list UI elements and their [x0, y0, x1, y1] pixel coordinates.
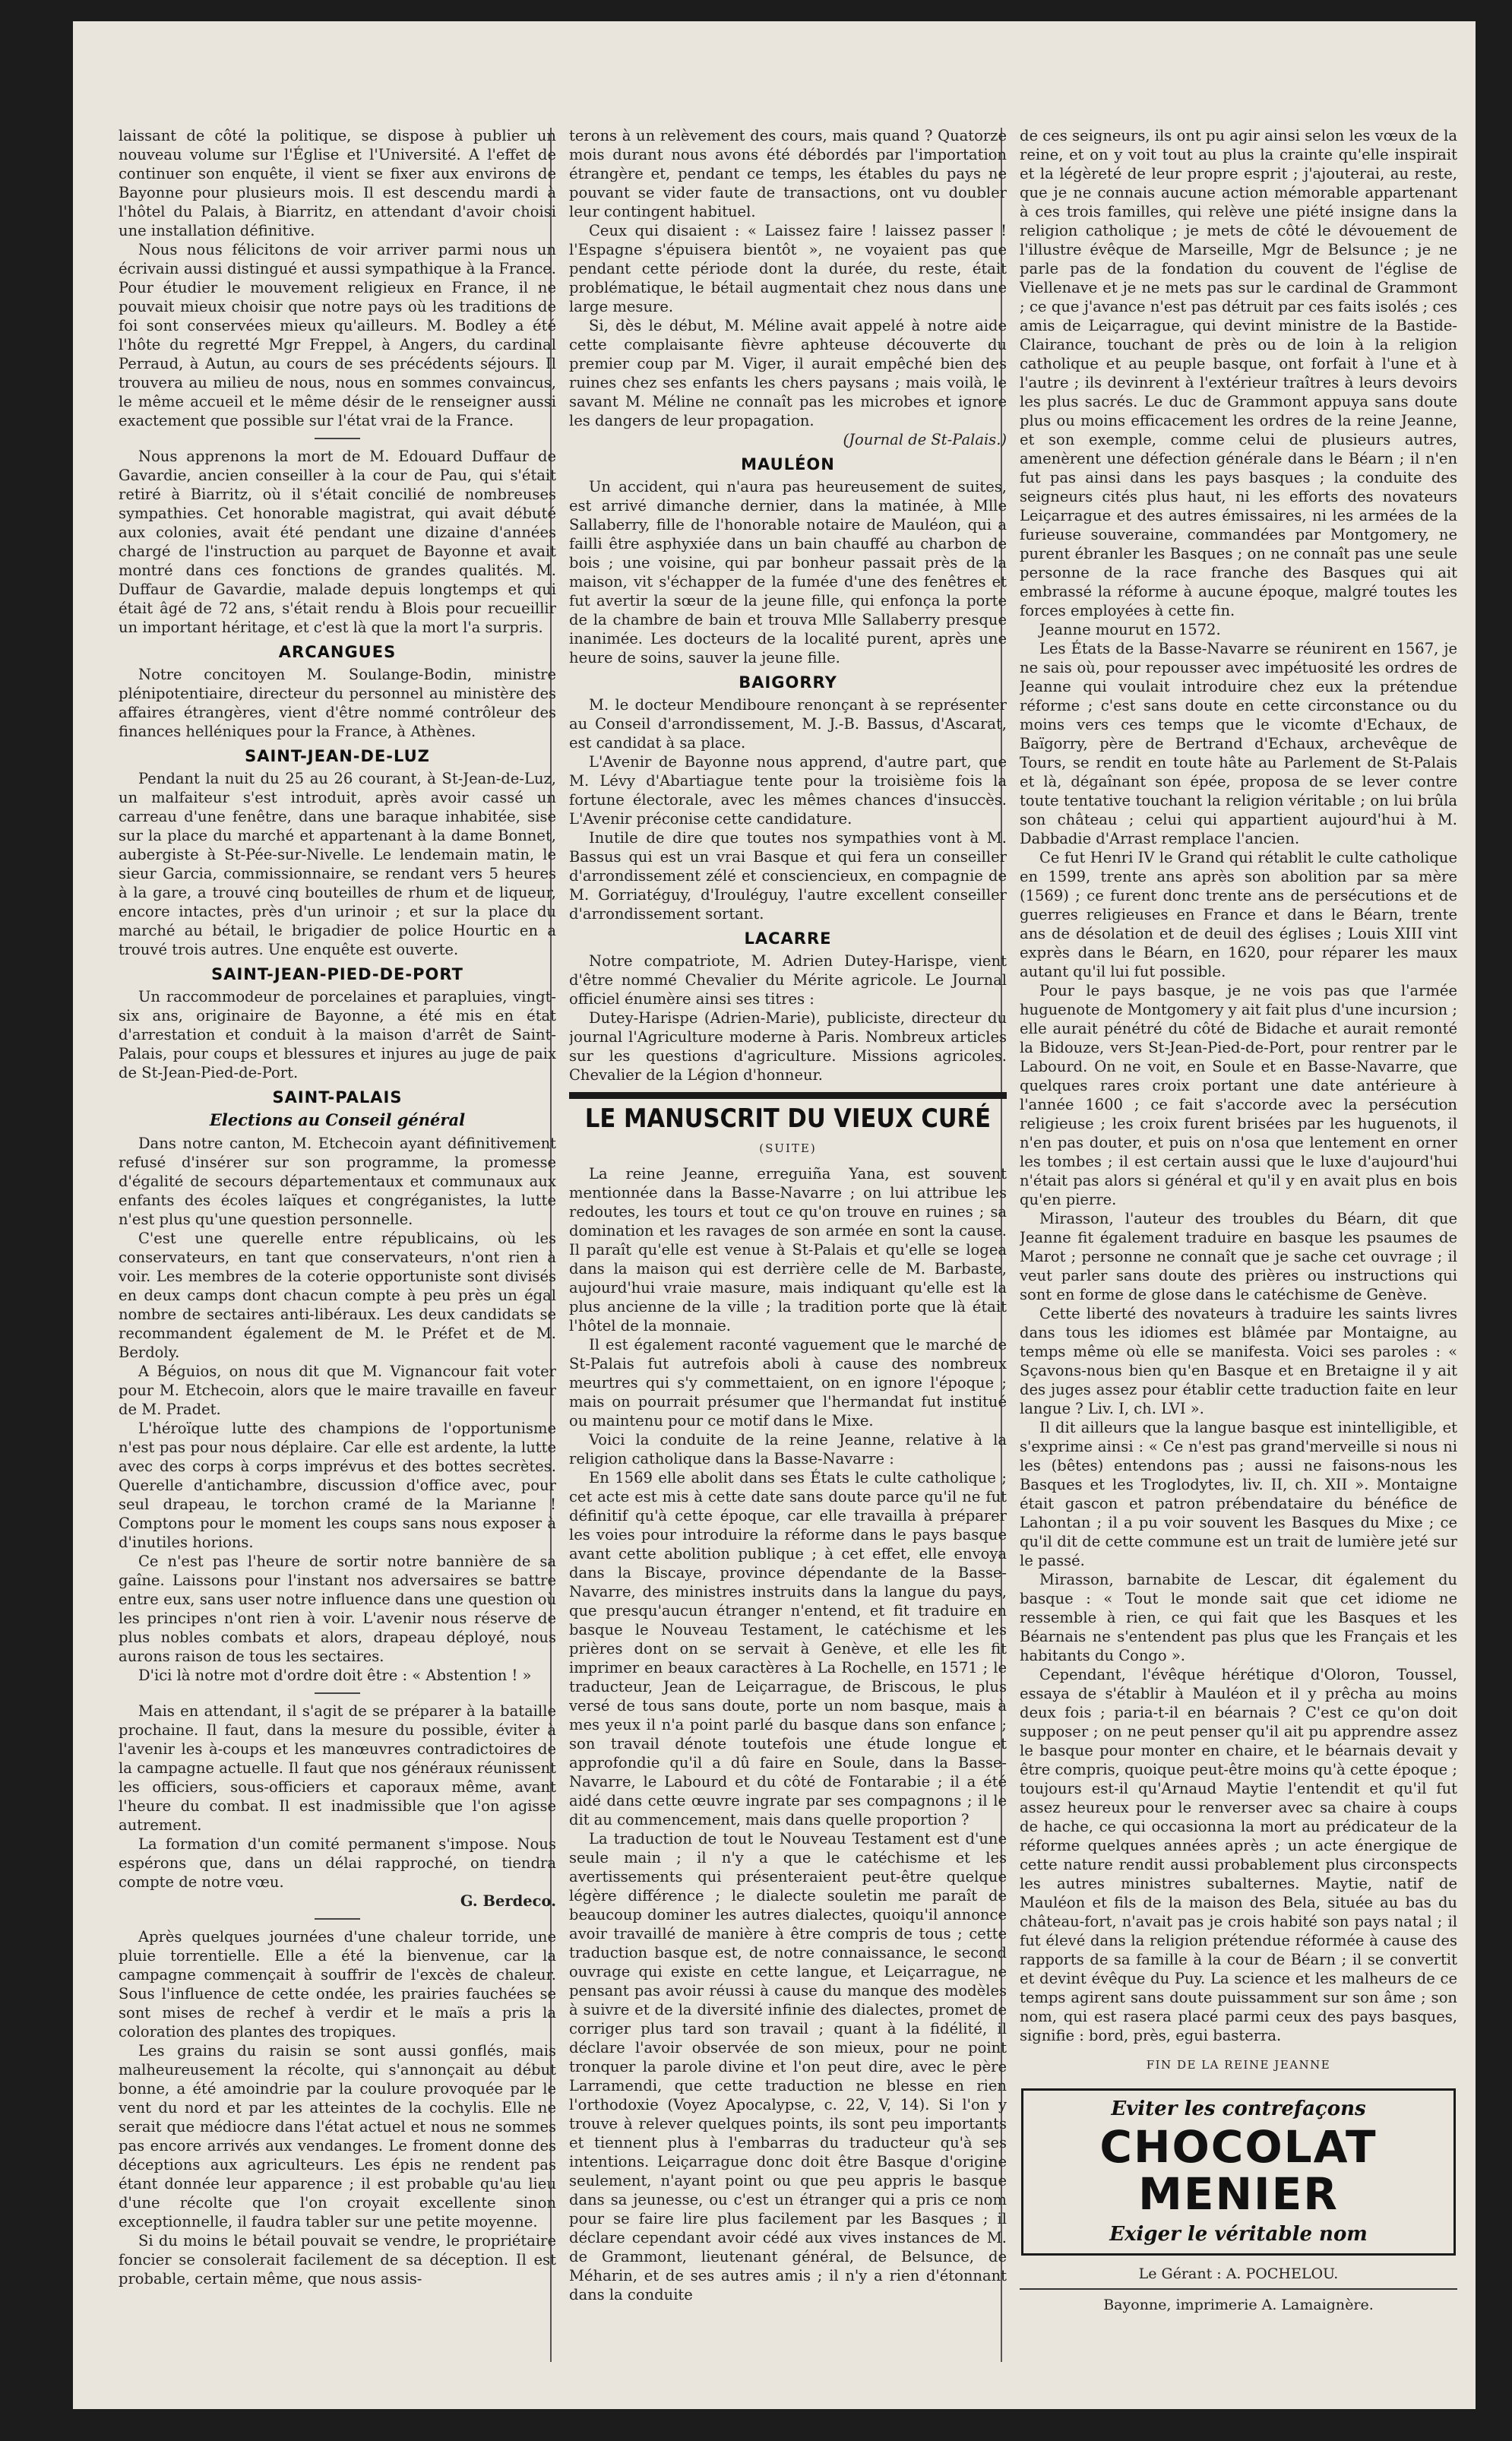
ad-brand-line-1: CHOCOLAT — [1099, 2121, 1378, 2173]
paragraph: Jeanne mourut en 1572. — [1039, 621, 1221, 638]
paragraph: Mirasson, barnabite de Lescar, dit également du basque : « Tout le monde sait que cet idiome ne ressemble à rien, ce qui fait que les Basques et les Béarnais ne s'entendent pas plus que les Français et les habitants du Congo ». — [1020, 1571, 1457, 1664]
paragraph: Mirasson, l'auteur des troubles du Béarn, dit que Jeanne fit également traduire en basque les psaumes de Marot ; personne ne connaît que je sache cet ouvrage ; il veut parler sans doute des prières ou instructions qui sont en forme de glose dans le catéchisme de Genève. — [1020, 1210, 1457, 1303]
paragraph: Cependant, l'évêque hérétique d'Oloron, Toussel, essaya de s'établir à Mauléon et il y prêcha au moins deux fois ; paria-t-il en béarnais ? C'est ce qu'on doit supposer ; on ne peut penser qu'il ait pu apprendre assez le basque pour monter en chaire, et le béarnais devait y être compris, quoique peut-être moins qu'à cette époque ; toujours est-il qu'Arnaud Maytie l'entendit et qu'il fut assez heureux pour le renverser avec sa chaire à coups de hache, ce qui occasionna la mort au prédicateur de la réforme quelques années après ; un acte énergique de cette nature rendit aussi probablement plus circonspects les autres ministres subalternes. Maytie, natif de Mauléon et fils de la maison des Bela, située au bas du château-fort, n'avait pas je crois habité son pays natal ; il fut élevé dans la religion prétendue réformée à cause des rapports de sa famille à la cour de Béarn ; il se convertit et devint évêque du Puy. La science et les malheurs de ce temps agirent sans doute puissamment sur son âme ; son nom, qui est rasera placé parmi ceux des pays basques, signifie : bord, près, egui basterra. — [1020, 1666, 1457, 2044]
paragraph: Pendant la nuit du 25 au 26 courant, à St-Jean-de-Luz, un malfaiteur s'est introduit, après avoir cassé un carreau d'une fenêtre, dans une baraque inhabitée, sise sur la place du marché et appartenant à la dame Bonnet, aubergiste à St-Pée-sur-Nivelle. Le lendemain matin, le sieur Garcia, commissionnaire, se rendant vers 5 heures à la gare, a trouvé cinq bouteilles de rhum et de liqueur, encore intactes, près d'un urinoir ; et sur la place du marché au bétail, le brigadier de police Hourtic en a trouvé trois autres. Une enquête est ouverte. — [119, 770, 556, 958]
paragraph: La reine Jeanne, erreguiña Yana, est souvent mentionnée dans la Basse-Navarre ; on lui attribue les redoutes, les tours et tout ce qu'on trouve en ruines ; sa domination et les ravages de son armée en sont la cause. Il paraît qu'elle est venue à St-Palais et qu'elle se logea dans la maison qui est derrière celle de M. Barbaste, aujourd'hui vraie masure, mais indiquant qu'elle est la plus ancienne de la ville ; la tradition porte que là était l'hôtel de la monnaie. — [569, 1165, 1007, 1334]
source-credit: (Journal de St-Palais.) — [843, 431, 1007, 448]
paragraph: Ce fut Henri IV le Grand qui rétablit le culte catholique en 1599, trente ans après son abolition par sa mère (1569) ; ce furent donc trente ans de persécutions et de guerres religieuses en France et dans le Béarn, trente ans de désolation et de deuil des églises ; Louis XIII vint exprès dans le Béarn, en 1620, pour réparer les maux autant qu'il lui fut possible. — [1020, 849, 1457, 980]
serial-title: LE MANUSCRIT DU VIEUX CURÉ — [584, 1103, 992, 1134]
paragraph: Si du moins le bétail pouvait se vendre, le propriétaire foncier se consolerait facilement de sa déception. Il est probable, certain même, que nous assis- — [119, 2232, 556, 2287]
ad-brand-line-2: MENIER — [1138, 2168, 1339, 2220]
paragraph: Pour le pays basque, je ne vois pas que l'armée huguenote de Montgomery y ait fait plus d'une incursion ; elle aurait pénétré du côté de Bidache et aurait remonté la Bidouze, vers St-Jean-Pied-de-Port, pour rentrer par le Labourd. On ne voit, en Soule et en Basse-Navarre, que quelques rares croix portant une date antérieure à l'année 1600 ; ce fait s'accorde avec la persécution religieuse ; les croix furent brisées par les huguenots, il n'en pas douter, et puis on n'osa que lentement en orner les tombes ; il est certain aussi que le luxe d'aujourd'hui n'était pas alors si général et qu'il y en avait plus en bois qu'en pierre. — [1020, 982, 1457, 1208]
paragraph: Dans notre canton, M. Etchecoin ayant définitivement refusé d'insérer sur son programme, la promesse d'égalité de secours départementaux et communaux aux enfants des écoles laïques et congréganistes, la lutte n'est plus qu'une question personnelle. — [119, 1135, 556, 1228]
paragraph: Dutey-Harispe (Adrien-Marie), publiciste, directeur du journal l'Agriculture moderne à Paris. Nombreux articles sur les questions d'agriculture. Missions agricoles. Chevalier de la Légion d'honneur. — [569, 1009, 1007, 1084]
heavy-rule — [569, 1092, 1007, 1099]
paragraph: Notre concitoyen M. Soulange-Bodin, ministre plénipotentiaire, directeur du personnel au ministère des affaires étrangères, vient d'être nommé contrôleur des finances helléniques pour la France, à Athènes. — [119, 666, 556, 740]
chocolate-advertisement — [1021, 2088, 1456, 2256]
paragraph: Cette liberté des novateurs à traduire les saints livres dans tous les idiomes est blâmée par Montaigne, au temps même où elle se manifesta. Voici ses paroles : « Sçavons-nous bien qu'en Basque et en Bretaigne il y ait des juges assez pour établir cette traduction faite en leur langue ? Liv. I, ch. LVI ». — [1020, 1305, 1457, 1417]
section-heading: BAIGORRY — [739, 673, 837, 692]
paragraph: Un raccommodeur de porcelaines et parapluies, vingt-six ans, originaire de Bayonne, a été mis en état d'arrestation et conduit à la maison d'arrêt de Saint-Palais, pour coups et blessures et injures au juge de paix de St-Jean-Pied-de-Port. — [119, 988, 556, 1081]
paragraph: L'Avenir de Bayonne nous apprend, d'autre part, que M. Lévy d'Abartiague tente pour la troisième fois la fortune électorale, avec les mêmes chances d'insuccès. L'Avenir préconise cette candidature. — [569, 753, 1007, 828]
paragraph: La traduction de tout le Nouveau Testament est d'une seule main ; il n'y a que le catéchisme et les avertissements qui présenteraient peut-être quelque légère différence ; le dialecte souletin me paraît de beaucoup dominer les autres dialectes, quoiqu'il annonce avoir travaillé de manière à être compris de tous ; cette traduction basque est, de notre connaissance, le second ouvrage qui existe en cette langue, et Leiçarrague, ne pensant pas avoir réussi à cause du manque des modèles à suivre et de la diversité infinie des dialectes, promet de corriger plus tard son travail ; quant à la fidélité, il déclare l'avoir observée de son mieux, pour ne point tronquer la parole divine et l'on peut dire, avec le père Larramendi, que cette traduction ne blesse en rien l'orthodoxie (Voyez Apocalypse, c. 22, V, 14). Si l'on y trouve à relever quelques points, ils sont peu importants et tiennent plus à l'embarras du traducteur qu'à ses intentions. Leiçarrague donc doit être Basque d'origine seulement, n'ayant point ou que peu appris le basque dans sa jeunesse, ou c'est un étranger qui a pris ce nom pour se faire lire plus facilement par les Basques ; il déclare cependant avoir cédé aux vives instances de M. de Grammont, lieutenant général, de Belsunce, de Méharin, et de ses autres amis ; il n'y a rien d'étonnant dans la conduite — [569, 1830, 1007, 2303]
divider — [315, 1692, 360, 1694]
paragraph: M. le docteur Mendiboure renonçant à se représenter au Conseil d'arrondissement, M. J.-B. Bassus, d'Ascarat, est candidat à sa place. — [569, 696, 1007, 752]
divider — [315, 438, 360, 439]
section-heading: MAULÉON — [741, 455, 835, 473]
paragraph: Il est également raconté vaguement que le marché de St-Palais fut autrefois aboli à cause des nombreux meurtres qui s'y commettaient, on en ignore l'époque ; mais on pourrait présumer que l'hermandat fut institué ou maintenu pour ce motif dans le Mixe. — [569, 1336, 1007, 1429]
paragraph: laissant de côté la politique, se dispose à publier un nouveau volume sur l'Église et l'Université. A l'effet de continuer son enquête, il vient se fixer aux environs de Bayonne pour plusieurs mois. Il est descendu mardi à l'hôtel du Palais, à Biarritz, en attendant d'avoir choisi une installation définitive. — [119, 127, 556, 239]
section-heading: ARCANGUES — [278, 643, 397, 661]
column-3 — [1020, 126, 1457, 2367]
serial-continuation-label: (SUITE) — [759, 1141, 817, 1155]
paragraph: La formation d'un comité permanent s'impose. Nous espérons que, dans un délai rapproché, on tiendra compte de notre vœu. — [119, 1835, 556, 1891]
paragraph: En 1569 elle abolit dans ses États le culte catholique ; cet acte est mis à cette date sans doute parce qu'il ne fut définitif qu'à cette époque, car elle travailla à préparer les voies pour introduire la réforme dans le pays basque avant cette abolition publique ; à cet effet, elle envoya dans la Biscaye, province dépendante de la Basse-Navarre, des ministres instruits dans la langue du pays, que presqu'aucun étranger n'entend, et fit traduire en basque le Nouveau Testament, le catéchisme et les prières dont on se servait à Genève, et elle les fit imprimer en beaux caractères à La Rochelle, en 1571 ; le traducteur, Jean de Leiçarrague, de Briscous, le plus versé de tous sans doute, porte un nom basque, mais à mes yeux il n'a point parlé du basque dans son enfance ; son travail dénote toutefois une étude longue et approfondie qu'il a dû faire en Soule, dans la Basse-Navarre, le Labourd et du côté de Fontarabie ; il a été aidé dans cette œuvre ingrate par ses compagnons ; il le dit au commencement, mais dans quelle proportion ? — [569, 1469, 1007, 1828]
paragraph: Il dit ailleurs que la langue basque est inintelligible, et s'exprime ainsi : « Ce n'est pas grand'merveille si nous ni les (bêtes) entendons pas ; aussi ne faisons-nous les Basques et les Troglodytes, liv. II, ch. XII ». Montaigne était gascon et patron prébendataire du bénéfice de Lahontan ; il a pu voir souvent les Basques du Mixe ; ce qu'il dit de cette commune est un trait de lumière jeté sur le passé. — [1020, 1419, 1457, 1569]
section-heading: LACARRE — [744, 929, 832, 948]
divider — [315, 1918, 360, 1920]
paragraph: Nous apprenons la mort de M. Edouard Duffaur de Gavardie, ancien conseiller à la cour de Pau, qui s'était retiré à Biarritz, où il s'était concilié de nombreuses sympathies. Cet honorable magistrat, qui avait débuté aux colonies, avait été pendant une dizaine d'années chargé de l'instruction au parquet de Bayonne et avait montré dans ces fonctions de grandes qualités. M. Duffaur de Gavardie, malade depuis longtemps et qui était âgé de 72 ans, s'était rendu à Blois pour recueillir un important héritage, et c'est là que la mort l'a surpris. — [119, 448, 556, 636]
printer-credit: Bayonne, imprimerie A. Lamaignère. — [1103, 2297, 1374, 2313]
paragraph: Nous nous félicitons de voir arriver parmi nous un écrivain aussi distingué et aussi sympathique à la France. Pour étudier le mouvement religieux en France, il ne pouvait mieux choisir que notre pays où les traditions de foi sont conservées mieux qu'ailleurs. M. Bodley a été l'hôte du regretté Mgr Freppel, à Angers, du cardinal Perraud, à Autun, au cours de ses précédents séjours. Il trouvera au milieu de nous, nous en sommes convaincus, le même accueil et le même désir de le renseigner aussi exactement que possible sur l'état vrai de la France. — [119, 241, 556, 429]
section-heading: SAINT-PALAIS — [272, 1088, 403, 1107]
paragraph: Les États de la Basse-Navarre se réunirent en 1567, je ne sais où, pour repousser avec impétuosité les ordres de Jeanne qui voulait introduire chez eux la prétendue réforme ; c'est sans doute en cette circonstance ou du moins vers ces temps que le vicomte d'Echaux, de Baïgorry, père de Bertrand d'Echaux, archevêque de Tours, se rendit en toute hâte au Parlement de St-Palais et là, dégaînant son épée, proposa de se lever contre toute tentative touchant la religion véritable ; on lui brûla son château ; celui qui appartient aujourd'hui à M. Dabbadie d'Arrast remplace l'ancien. — [1020, 640, 1457, 847]
paragraph: Après quelques journées d'une chaleur torride, une pluie torrentielle. Elle a été la bienvenue, car la campagne commençait à souffrir de l'excès de chaleur. Sous l'influence de cette ondée, les prairies fauchées se sont mises de rechef à verdir et le maïs a pris la coloration des plantes des tropiques. — [119, 1928, 556, 2040]
paragraph: D'ici là notre mot d'ordre doit être : « Abstention ! » — [138, 1667, 532, 1684]
section-subheading: Elections au Conseil général — [209, 1110, 466, 1129]
paragraph: Mais en attendant, il s'agit de se préparer à la bataille prochaine. Il faut, dans la mesure du possible, éviter à l'avenir les à-coups et les manœuvres contradictoires de la campagne actuelle. Il faut que nos généraux réunissent les officiers, sous-officiers et caporaux même, avant l'heure du combat. Il est inadmissible que l'on agisse autrement. — [119, 1702, 556, 1834]
section-heading: SAINT-JEAN-PIED-DE-PORT — [211, 965, 463, 983]
paragraph: L'héroïque lutte des champions de l'opportunisme n'est pas pour nous déplaire. Car elle est ardente, la lutte avec des corps à corps imprévus et des bottes secrètes. Querelle d'antichambre, discussion d'office avec, pour seul drapeau, le torchon cramé de la Marianne ! Comptons pour le moment les coups sans nous exposer à d'inutiles horions. — [119, 1420, 556, 1551]
column-2 — [569, 126, 1007, 2367]
column-1 — [119, 126, 556, 2367]
paragraph: A Béguios, on nous dit que M. Vignancour fait voter pour M. Etchecoin, alors que le maire travaille en faveur de M. Pradet. — [119, 1363, 556, 1418]
paragraph: Un accident, qui n'aura pas heureusement de suites, est arrivé dimanche dernier, dans la matinée, à Mlle Sallaberry, fille de l'honorable notaire de Mauléon, qui a failli être asphyxiée dans un bain chauffé au charbon de bois ; une voisine, qui par bonheur passait près de la maison, vit s'échapper de la fumée d'une des fenêtres et fut avertir la sœur de la jeune fille, qui enfonça la porte de la chambre de bain et trouva Mlle Sallaberry presque inanimée. Les docteurs de la localité purent, après une heure de soins, sauver la jeune fille. — [569, 478, 1007, 666]
paragraph: de ces seigneurs, ils ont pu agir ainsi selon les vœux de la reine, et on y voit tout au plus la crainte qu'elle inspirait et la légèreté de leur propre esprit ; j'ajouterai, au reste, que je ne connais aucune action mémorable appartenant à ces trois familles, qui relève une piété insigne dans la religion catholique ; je mets de côté le dévouement de l'illustre évêque de Marseille, Mgr de Belsunce ; je ne parle pas de la fondation du couvent de l'église de Viellenave et je ne mets pas sur le cardinal de Grammont ; ce que j'avance n'est pas détruit par ces faits isolés ; ces amis de Leiçarrague, qui devint ministre de la Bastide-Clairance, touchant de près ou de loin à la religion catholique et au peuple basque, ont forfait à l'une et à l'autre ; ils devinrent à l'extérieur traîtres à leurs devoirs les plus sacrés. Le duc de Grammont appuya sans doute plus ou moins efficacement les ordres de la reine Jeanne, et son exemple, comme celui de plusieurs autres, amenèrent une défection générale dans le Béarn ; il n'en fut pas ainsi dans les pays basques ; la conduite des seigneurs cités plus haut, ni les efforts des novateurs Leiçarrague et des autres émissaires, ni les armées de la furieuse souveraine, commandées par Montgomery, ne purent ébranler les Basques ; on ne connaît pas une seule personne de la race franche des Basques qui ait embrassé la réforme à aucune époque, malgré toutes les forces employées à cette fin. — [1020, 127, 1457, 619]
paragraph: Les grains du raisin se sont aussi gonflés, mais malheureusement la récolte, qui s'annonçait au début bonne, a été amoindrie par la coulure provoquée par le vent du nord et par les atteintes de la cochylis. Elle ne serait que médiocre dans l'état actuel et nous ne sommes pas encore arrivés aux vendanges. Le froment donne des déceptions aux agriculteurs. Les épis ne rendent pas étant donnée leur apparence ; il est probable qu'au lieu d'une récolte que l'on croyait excellente sinon exceptionnelle, il faudra tabler sur une petite moyenne. — [119, 2042, 556, 2230]
paragraph: Si, dès le début, M. Méline avait appelé à notre aide cette complaisante fièvre aphteuse découverte du premier coup par M. Viger, il aurait empêché bien des ruines chez ses enfants les chers paysans ; mais voilà, le savant M. Méline ne connaît pas les microbes et ignore les dangers de leur propagation. — [569, 317, 1007, 429]
paragraph: Ce n'est pas l'heure de sortir notre bannière de sa gaîne. Laissons pour l'instant nos adversaires se battre entre eux, sans user notre influence dans une question où les principes n'ont rien à voir. L'avenir nous réserve de plus nobles combats et alors, drapeau déployé, nous aurons raison de tous les sectaires. — [119, 1553, 556, 1665]
paragraph: Inutile de dire que toutes nos sympathies vont à M. Bassus qui est un vrai Basque et qui fera un conseiller d'arrondissement zélé et consciencieux, en compagnie de M. Gorriatéguy, d'Irouléguy, l'autre excellent conseiller d'arrondissement sortant. — [569, 829, 1007, 923]
divider — [1020, 2288, 1457, 2290]
ad-tagline: Eviter les contrefaçons — [1111, 2097, 1366, 2120]
paragraph: C'est une querelle entre républicains, où les conservateurs, en tant que conservateurs, n'ont rien à voir. Les membres de la coterie opportuniste sont divisés en deux camps dont chacun compte à peu près un égal nombre de sectaires anti-libéraux. Les deux candidats se recommandent également de M. le Préfet et de M. Berdoly. — [119, 1230, 556, 1361]
ad-footer: Exiger le véritable nom — [1109, 2223, 1368, 2246]
paragraph: Voici la conduite de la reine Jeanne, relative à la religion catholique dans la Basse-Navarre : — [569, 1431, 1007, 1467]
paragraph: terons à un relèvement des cours, mais quand ? Quatorze mois durant nous avons été débordés par l'importation étrangère et, pendant ce temps, les étables du pays ne pouvant se vider faute de transactions, ont vu doubler leur contingent habituel. — [569, 127, 1007, 220]
paragraph: Notre compatriote, M. Adrien Dutey-Harispe, vient d'être nommé Chevalier du Mérite agricole. Le Journal officiel énumère ainsi ses titres : — [569, 952, 1007, 1008]
serial-end-line: FIN DE LA REINE JEANNE — [1146, 2058, 1331, 2072]
section-heading: SAINT-JEAN-DE-LUZ — [245, 747, 430, 765]
manager-credit: Le Gérant : A. POCHELOU. — [1138, 2265, 1339, 2282]
newspaper-page — [73, 21, 1476, 2409]
signature: G. Berdeco. — [460, 1892, 556, 1910]
paragraph: Ceux qui disaient : « Laissez faire ! laissez passer ! l'Espagne s'épuisera bientôt », ne voyaient pas que pendant cette période dont la durée, du reste, était problématique, le bétail augmentait chez nous dans une large mesure. — [569, 222, 1007, 315]
